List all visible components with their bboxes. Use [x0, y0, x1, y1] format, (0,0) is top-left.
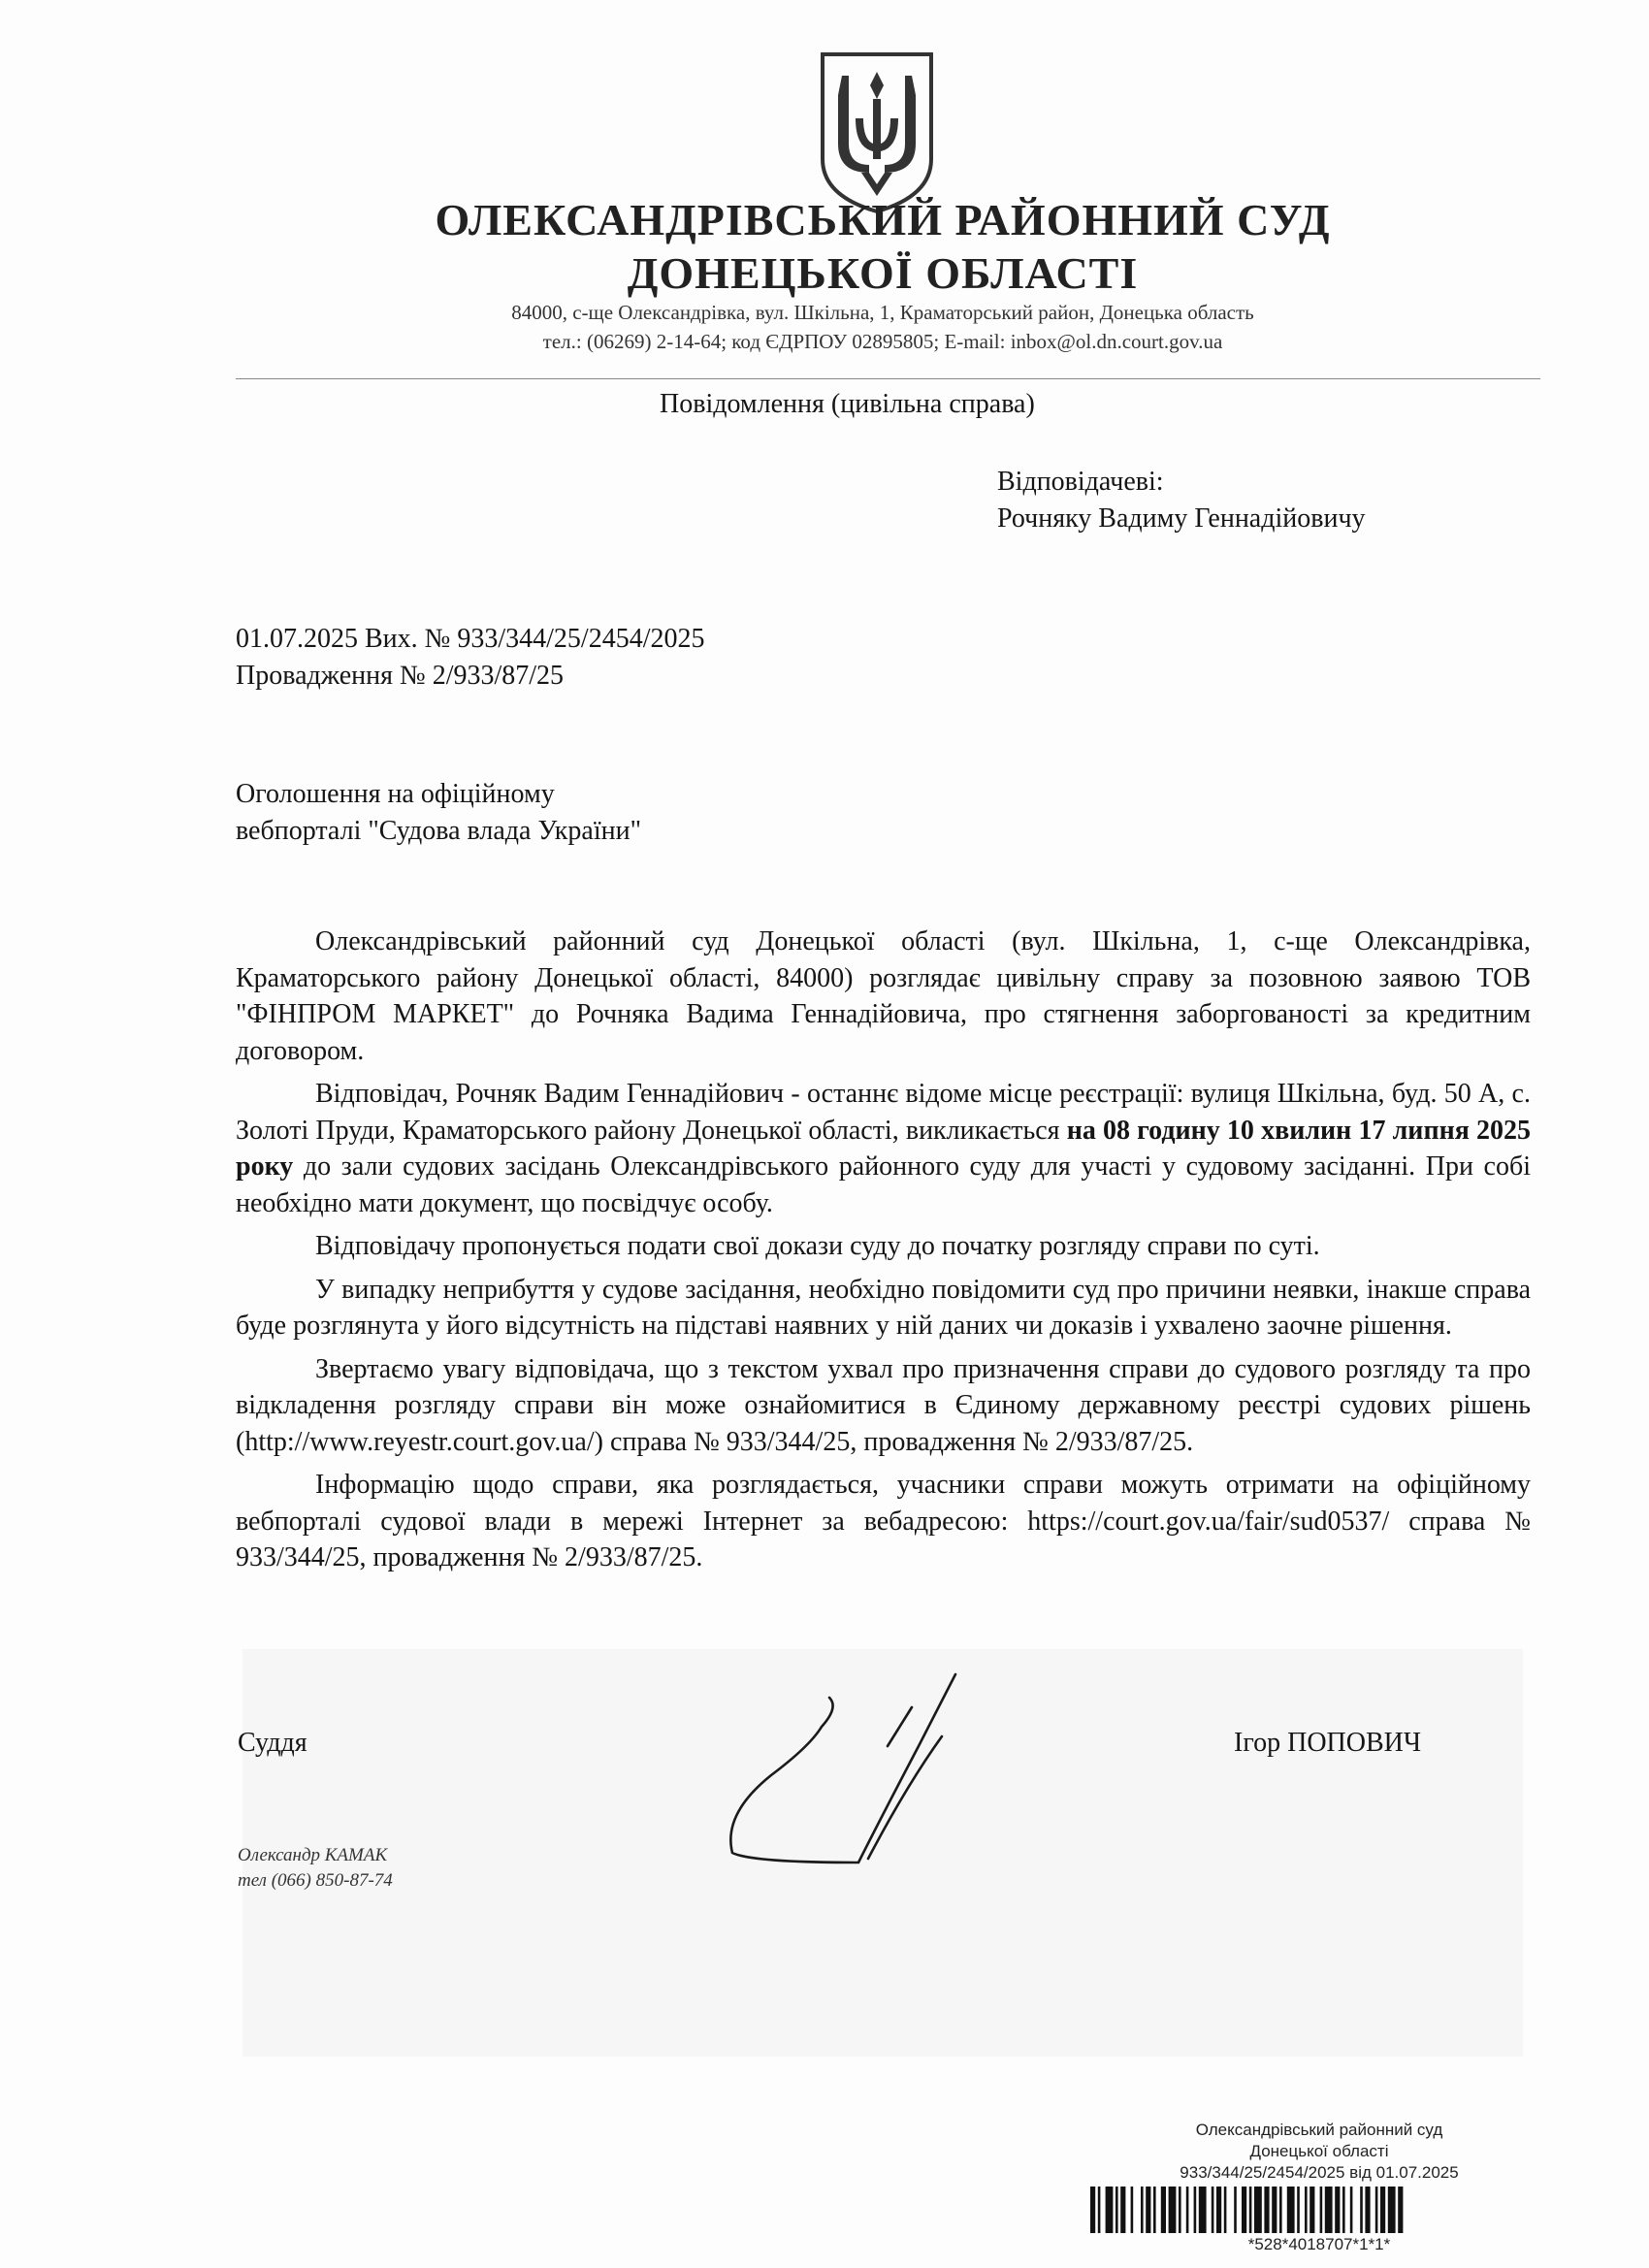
barcode-bar: [1360, 2187, 1363, 2233]
barcode-bar: [1388, 2187, 1396, 2233]
barcode-bar: [1375, 2187, 1378, 2233]
respondent-label: Відповідачеві:: [997, 467, 1164, 497]
barcode-bar: [1116, 2187, 1118, 2233]
stamp-court-name: Олександрівський районний суд: [1195, 2121, 1443, 2139]
summons-text-before: Відповідач, Рочняк Вадим Геннадійович - останнє відоме місце реєстрації: вулиця Шкільна, буд. 50 А, с. Золоті Пруди, Краматорського району Донецької області, викликається: [236, 1079, 1531, 1146]
barcode-bar: [1264, 2187, 1269, 2233]
barcode-bar: [1212, 2187, 1214, 2233]
barcode-bar: [1297, 2187, 1300, 2233]
proceeding-number: Провадження № 2/933/87/25: [236, 661, 565, 691]
stamp-reference: 933/344/25/2454/2025 від 01.07.2025: [1180, 2163, 1459, 2182]
announcement-line1: Оголошення на офіційному: [236, 779, 555, 809]
stamp-region: Донецької області: [1249, 2142, 1389, 2160]
notice-body: [236, 923, 1531, 1583]
hearing-datetime: на 08 годину 10 хвилин 17 липня 2025 року: [236, 1115, 1532, 1182]
barcode-bar: [1365, 2187, 1370, 2233]
barcode-bar: [1279, 2187, 1282, 2233]
barcode-bar: [1141, 2187, 1144, 2233]
barcode-bar: [1380, 2187, 1385, 2233]
barcode-bar: [1169, 2187, 1177, 2233]
handwritten-signature: [713, 1669, 1023, 1892]
barcode-bar: [1320, 2187, 1323, 2233]
announcement-line2: вебпорталі "Судова влада України": [236, 816, 642, 846]
barcode-bar: [1146, 2187, 1150, 2233]
summons-text-after: до зали судових засідань Олександрівського районного суду для участі у судовому засіданні. При собі необхідно мати документ, що посвідчує особу.: [236, 1151, 1531, 1218]
barcode-bar: [1098, 2187, 1101, 2233]
barcode-bar: [1131, 2187, 1134, 2233]
barcode-bar: [1335, 2187, 1340, 2233]
court-contacts: тел.: (06269) 2-14-64; код ЄДРПОУ 02895805; E-mail: inbox@ol.dn.court.gov.ua: [542, 330, 1223, 353]
respondent-name: Рочняку Вадиму Геннадійовичу: [997, 503, 1366, 534]
executor-phone: тел (066) 850-87-74: [238, 1870, 393, 1891]
court-address: 84000, с-ще Олександрівка, вул. Шкільна, 1, Краматорський район, Донецька область: [511, 301, 1254, 324]
header-divider: [236, 378, 1540, 379]
barcode-bar: [1234, 2187, 1237, 2233]
judge-name: Ігор ПОПОВИЧ: [1234, 1728, 1422, 1758]
barcode-bar: [1249, 2187, 1252, 2233]
barcode-bar: [1120, 2187, 1125, 2233]
barcode-bar: [1325, 2187, 1333, 2233]
barcode-bar: [1199, 2187, 1207, 2233]
paragraph-summons: [236, 1076, 1531, 1221]
barcode-bar: [1106, 2187, 1114, 2233]
barcode-icon: [1086, 2187, 1513, 2233]
court-name-line2: ДОНЕЦЬКОЇ ОБЛАСТІ: [627, 248, 1139, 298]
barcode-bar: [1350, 2187, 1353, 2233]
paragraph-evidence: Відповідачу пропонується подати свої докази суду до початку розгляду справи по суті.: [315, 1231, 1320, 1261]
barcode-bar: [1310, 2187, 1314, 2233]
barcode-number: *528*4018707*1*1*: [1247, 2235, 1391, 2253]
paragraph-registry: Звертаємо увагу відповідача, що з текстом ухвал про призначення справи до судового розгляду та про відкладення розгляду справи він може ознайомитися в Єдиному державному реєстрі судових рішень (http://www.reyestr.court.gov.ua/) справа № 933/344/25, провадження № 2/933/87/25.: [236, 1353, 1531, 1457]
barcode-bar: [1242, 2187, 1246, 2233]
barcode-bar: [1194, 2187, 1197, 2233]
barcode-bar: [1090, 2187, 1095, 2233]
document-type: Повідомлення (цивільна справа): [660, 389, 1035, 419]
trident-coat-of-arms-icon: [817, 50, 937, 215]
barcode-bar: [1272, 2187, 1277, 2233]
barcode-bar: [1179, 2187, 1181, 2233]
executor-name: Олександр КАМАК: [238, 1845, 388, 1865]
outgoing-number: 01.07.2025 Вих. № 933/344/25/2454/2025: [236, 624, 705, 654]
barcode-bar: [1161, 2187, 1166, 2233]
barcode-bar: [1224, 2187, 1227, 2233]
barcode-bar: [1216, 2187, 1221, 2233]
paragraph-non-appearance: У випадку неприбуття у судове засідання, необхідно повідомити суд про причини неявки, інакше справа буде розглянута у його відсутність на підставі наявних у ній даних чи доказів і ухвалено заочне рішення.: [236, 1274, 1531, 1341]
barcode-bar: [1305, 2187, 1308, 2233]
barcode-bar: [1287, 2187, 1295, 2233]
barcode-bar: [1342, 2187, 1345, 2233]
paragraph-portal-info: Інформацію щодо справи, яка розглядається, учасники справи можуть отримати на офіційному вебпорталі судової влади в мережі Інтернет за вебадресою: https://court.gov.ua/fair/sud0537/ справа № 933/344/25, провадження № 2/933/87/25.: [236, 1470, 1531, 1572]
paragraph-case-description: Олександрівський районний суд Донецької області (вул. Шкільна, 1, с-ще Олександрівка, Краматорського району Донецької області, 84000) розглядає цивільну справу за позовною заявою ТОВ "ФІНПРОМ МАРКЕТ" до Рочняка Вадима Геннадійовича, про стягнення заборгованості за кредитним договором.: [236, 926, 1531, 1066]
barcode-bar: [1398, 2187, 1403, 2233]
barcode-bar: [1186, 2187, 1189, 2233]
barcode-bar: [1153, 2187, 1156, 2233]
barcode-bar: [1254, 2187, 1262, 2233]
judge-title: Суддя: [238, 1728, 307, 1758]
court-name-line1: ОЛЕКСАНДРІВСЬКИЙ РАЙОННИЙ СУД: [435, 195, 1331, 244]
